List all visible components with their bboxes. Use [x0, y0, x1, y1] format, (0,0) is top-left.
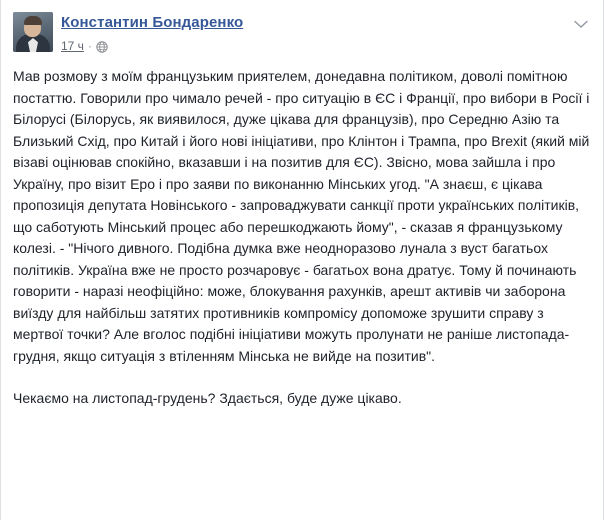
author-name[interactable]: Константин Бондаренко: [61, 14, 244, 31]
post-meta: [61, 39, 243, 53]
chevron-down-icon[interactable]: [571, 14, 591, 34]
avatar[interactable]: [13, 12, 53, 52]
post-paragraph: Чекаємо на листопад-грудень? Здається, буде дуже цікаво.: [13, 390, 402, 406]
post-header-text: [61, 12, 243, 53]
globe-icon[interactable]: [96, 41, 108, 53]
post-paragraph: Мав розмову з моїм французьким приятелем, донедавна політиком, доволі помітною постаттю. Говорили про чимало речей - про ситуацію в ЄС і Франції, про вибори в Росії і Білорусі (Білорусь, як виявилося, дуже цікава для французів), про Середню Азію та Близький Схід, про Китай і його нові ініціативи, про Клінтон і Трампа, про Brexit (який мій візаві оцінював спокійно, вказавши і на позитив для ЄС). Звісно, мова зайшла і про Україну, про візит Еро і про заяви по виконанню Мінських угод. "А знаєш, є цікава пропозиція депутата Новінського - запроваджувати санкції проти українських політиків, що саботують Мінський процес або перешкоджають йому", - сказав я французькому колезі. - "Нічого дивного. Подібна думка вже неодноразово лунала з вуст багатьох політиків. Україна вже не просто розчаровує - багатьох вона дратує. Тому й починають говорити - наразі неофіційно: може, блокування рахунків, арешт активів чи заборона виїзду для найбільш затятих противників компромісу допоможе зрушити справу з мертвої точки? Але вголос подібні ініціативи можуть пролунати не раніше листопада-грудня, якщо ситуація з втіленням Мінська не вийде на позитив".: [13, 68, 590, 364]
avatar-hair: [24, 16, 42, 25]
meta-separator: ·: [87, 39, 92, 53]
post-message: [1, 60, 603, 410]
post-header: [1, 0, 603, 60]
post-timestamp[interactable]: 17 ч: [61, 39, 84, 53]
